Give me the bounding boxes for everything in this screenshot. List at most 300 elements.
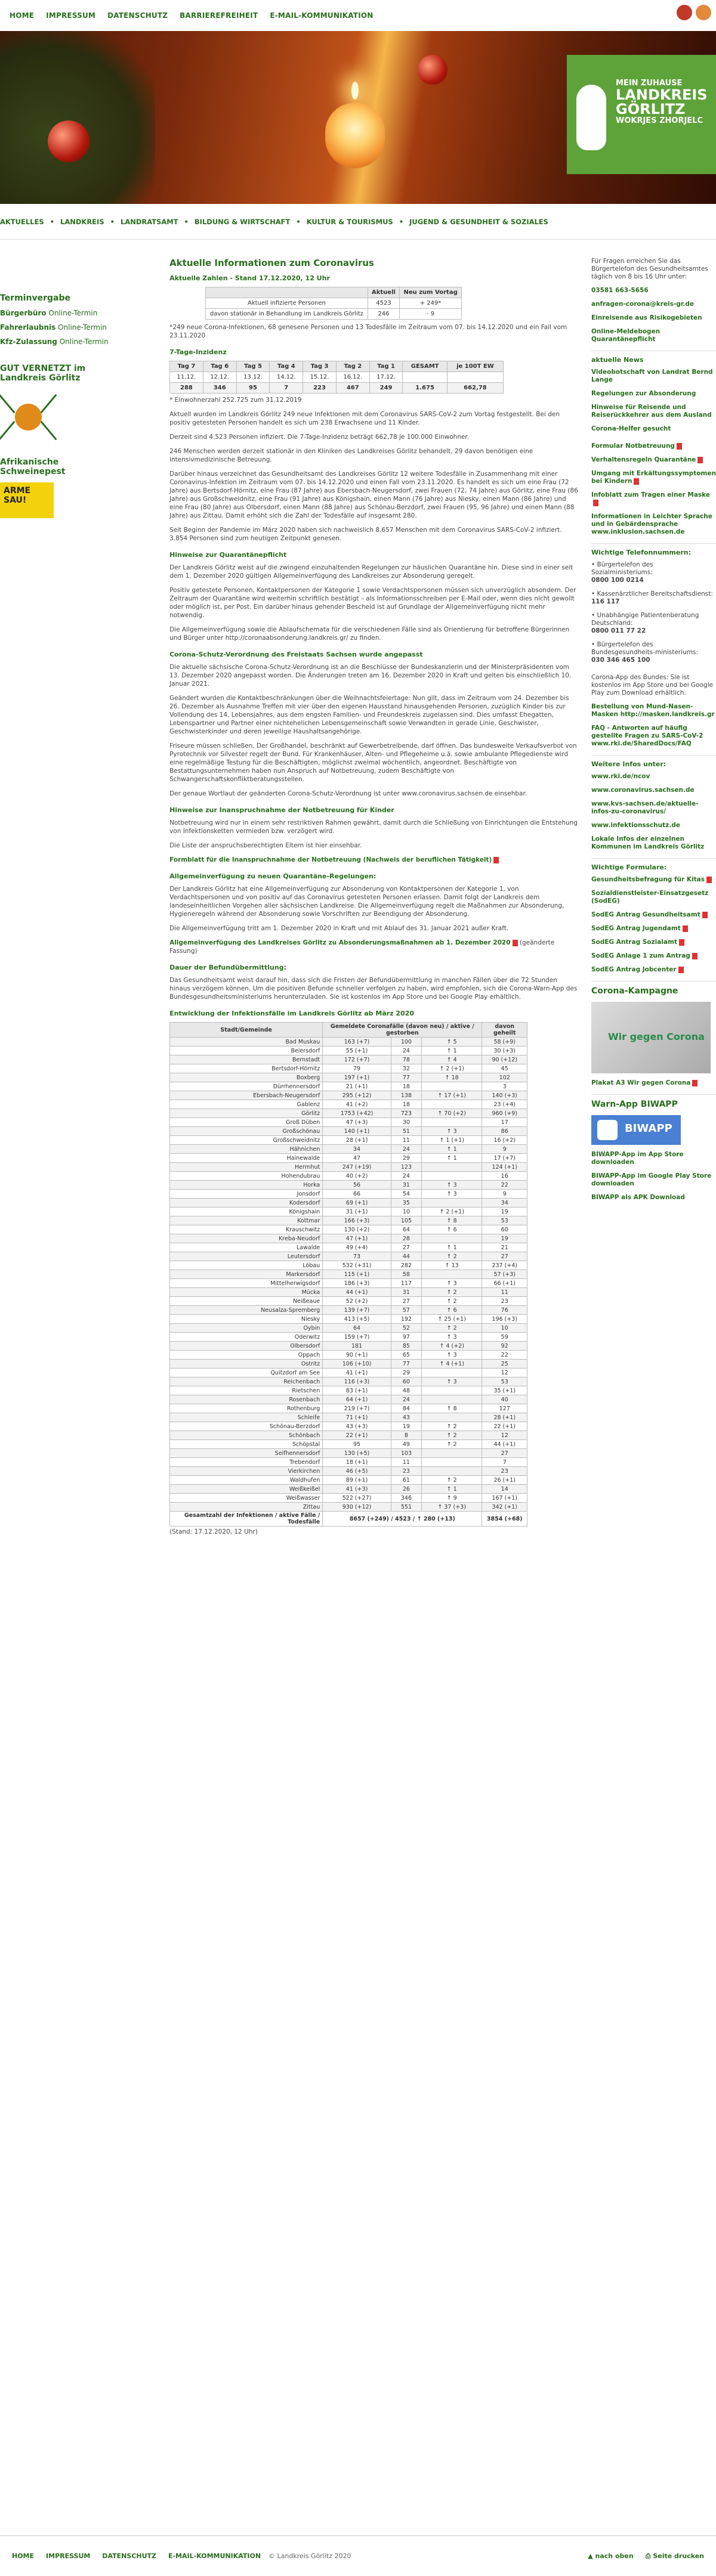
- table-cell: Leutersdorf: [170, 1252, 323, 1261]
- form-link[interactable]: SodEG Antrag Gesundheitsamt: [591, 911, 716, 919]
- table-cell: ↑ 3: [421, 1181, 482, 1190]
- network-spider-image[interactable]: [0, 389, 57, 445]
- table-cell: Bernstadt: [170, 1055, 323, 1064]
- table-cell: Mücka: [170, 1288, 323, 1297]
- table-cell: 65: [391, 1351, 421, 1360]
- terminvergabe-heading: Terminvergabe: [0, 293, 70, 303]
- table-cell: ↑ 70 (+2): [421, 1109, 482, 1118]
- table-cell: 59: [482, 1333, 527, 1342]
- table-cell: ↑ 1: [421, 1154, 482, 1163]
- footer-email[interactable]: E-MAIL-KOMMUNIKATION: [168, 2552, 261, 2560]
- table-cell: Beiersdorf: [170, 1046, 323, 1055]
- link-meldebogen[interactable]: Online-Meldebogen Quarantänepflicht: [591, 328, 661, 343]
- table-cell: 47 (+3): [323, 1118, 391, 1127]
- table-row: [170, 1082, 527, 1091]
- logo-line-4: WOKRJES ZHORJELC: [616, 116, 703, 125]
- masken-link[interactable]: Bestellung von Mund-Nasen-Masken http://masken.landkreis.gr: [591, 703, 715, 718]
- table-cell: 90 (+12): [482, 1055, 527, 1064]
- table-cell: 282: [391, 1261, 421, 1270]
- table-row: [170, 1288, 527, 1297]
- table-cell: 17 (+7): [482, 1154, 527, 1163]
- table-row: [170, 1038, 527, 1046]
- table-cell: 28: [391, 1234, 421, 1243]
- table-cell: 57 (+3): [482, 1270, 527, 1279]
- logo-line-1: MEIN ZUHAUSE: [616, 79, 683, 88]
- table-cell: 92: [482, 1342, 527, 1351]
- table-cell: 723: [391, 1109, 421, 1118]
- table-cell: 16: [482, 1172, 527, 1181]
- hotline-email[interactable]: anfragen-corona@kreis-gr.de: [591, 301, 695, 308]
- table-total-row: Gesamtzahl der Infektionen / aktive Fälle / Todesfälle 8657 (+249) / 4523 / ↑ 280 (+13) 3854 (+68): [170, 1512, 527, 1527]
- table-cell: ↑ 3: [421, 1127, 482, 1136]
- table-cell: Zittau: [170, 1503, 323, 1512]
- table-cell: 9: [482, 1190, 527, 1199]
- table-cell: 9: [482, 1145, 527, 1154]
- table-cell: 27: [482, 1252, 527, 1261]
- table-cell: 181: [323, 1342, 391, 1351]
- table-cell: ↑ 5: [421, 1038, 482, 1046]
- table-cell: 66: [323, 1190, 391, 1199]
- table-cell: ↑ 1: [421, 1485, 482, 1494]
- table-cell: 186 (+3): [323, 1279, 391, 1288]
- table-cell: 29: [391, 1154, 421, 1163]
- table-cell: 197 (+1): [323, 1073, 391, 1082]
- table-row: [170, 1172, 527, 1181]
- link-buergerbuero[interactable]: Bürgerbüro Online-Termin: [0, 309, 98, 317]
- table-cell: 12: [482, 1431, 527, 1440]
- nav-aktuelles[interactable]: AKTUELLES: [0, 217, 44, 226]
- table-cell: Krauschwitz: [170, 1225, 323, 1234]
- table-cell: 58 (+9): [482, 1038, 527, 1046]
- table-cell: 76: [482, 1306, 527, 1315]
- table-cell: Hähnichen: [170, 1145, 323, 1154]
- biwapp-link[interactable]: BIWAPP-App im Google Play Store downloaden: [591, 1172, 712, 1187]
- form-link[interactable]: SodEG Antrag Jobcenter: [591, 966, 716, 974]
- table-cell: 106 (+10): [323, 1360, 391, 1368]
- top-link-email[interactable]: E-MAIL-KOMMUNIKATION: [270, 11, 374, 20]
- nav-bildung[interactable]: BILDUNG & WIRTSCHAFT: [194, 217, 291, 226]
- table-cell: Herrnhut: [170, 1163, 323, 1172]
- table-cell: 41 (+3): [323, 1485, 391, 1494]
- link-fahrerlaubnis[interactable]: Fahrerlaubnis Online-Termin: [0, 323, 107, 332]
- table-cell: ↑ 1: [421, 1046, 482, 1055]
- table-cell: 24: [391, 1172, 421, 1181]
- form-link[interactable]: Sozialdienstleister-Einsatzgesetz (SodEG): [591, 890, 709, 905]
- table-cell: 40: [482, 1395, 527, 1404]
- table-cell: 46 (+5): [323, 1467, 391, 1476]
- table-cell: Gablenz: [170, 1100, 323, 1109]
- section-heading: Corona-Schutz-Verordnung des Freistaats Sachsen wurde angepasst: [169, 651, 423, 658]
- table-row: [170, 1243, 527, 1252]
- table-cell: Lawalde: [170, 1243, 323, 1252]
- table-cell: 24: [391, 1145, 421, 1154]
- table-cell: 24: [391, 1395, 421, 1404]
- branch-decoration: [0, 31, 155, 204]
- arme-sau-image[interactable]: ARME SAU!: [0, 482, 54, 518]
- table-cell: 21: [482, 1243, 527, 1252]
- tel-entry: • Bürgertelefon des Sozialministeriums: 0800 100 0214: [591, 561, 653, 584]
- table-cell: ↑ 3: [421, 1377, 482, 1386]
- table-cell: 130 (+5): [323, 1449, 391, 1458]
- top-link-impressum[interactable]: IMPRESSUM: [46, 11, 96, 20]
- table-cell: Weißwasser: [170, 1494, 323, 1503]
- paragraph: Die Allgemeinverfügung tritt am 1. Dezember 2020 in Kraft und mit Ablauf des 31. Januar 2021 außer Kraft.: [169, 925, 509, 932]
- table-row: [170, 1297, 527, 1306]
- table-cell: 44: [391, 1252, 421, 1261]
- table-cell: Weißkeißel: [170, 1485, 323, 1494]
- paragraph: Notbetreuung wird nur in einem sehr restriktiven Rahmen gewährt, damit durch die Schließung von Einrichtungen die Entstehung von Infektionsketten vermieden bzw. verzögert wird.: [169, 819, 578, 835]
- leichte-sprache-link[interactable]: Informationen in Leichter Sprache und in Gebärdensprache www.inklusion.sachsen.de: [591, 513, 712, 535]
- hotline-intro: Für Fragen erreichen Sie das Bürgertelefon des Gesundheitsamtes täglich von 8 bis 16 Uhr unter:: [591, 258, 708, 280]
- table-cell: 97: [391, 1333, 421, 1342]
- table-row: [170, 1360, 527, 1368]
- table-cell: ↑ 1 (+1): [421, 1136, 482, 1145]
- table-row: [170, 1055, 527, 1064]
- pdf-icon: [683, 925, 688, 932]
- pdf-icon: [493, 857, 499, 863]
- top-navigation: [0, 0, 716, 31]
- form-link[interactable]: Gesundheitsbefragung für Kitas: [591, 876, 716, 884]
- table-row: [170, 1476, 527, 1485]
- news-item[interactable]: Regelungen zur Absonderung: [591, 390, 696, 397]
- table-cell: 52: [391, 1324, 421, 1333]
- news-item[interactable]: Corona-Helfer gesucht: [591, 425, 671, 432]
- table-cell: Rosenbach: [170, 1395, 323, 1404]
- table-cell: 130 (+2): [323, 1225, 391, 1234]
- table-cell: ↑ 3: [421, 1351, 482, 1360]
- site-logo[interactable]: [567, 55, 716, 174]
- table-cell: 115 (+1): [323, 1270, 391, 1279]
- form-link[interactable]: SodEG Anlage 1 zum Antrag: [591, 952, 716, 960]
- table-cell: [421, 1163, 482, 1172]
- table-cell: 22: [482, 1181, 527, 1190]
- table-cell: ↑ 2: [421, 1476, 482, 1485]
- table-cell: 7: [482, 1458, 527, 1467]
- table-cell: Hohendubrau: [170, 1172, 323, 1181]
- table-cell: 77: [391, 1360, 421, 1368]
- hotline-phone[interactable]: 03581 663-5656: [591, 287, 649, 294]
- table-row: [170, 1431, 527, 1440]
- table-cell: 27: [391, 1243, 421, 1252]
- table-cell: [421, 1467, 482, 1476]
- pdf-icon: [679, 939, 684, 946]
- table-row: [170, 1413, 527, 1422]
- biwapp-link[interactable]: BIWAPP-App im App Store downloaden: [591, 1151, 684, 1166]
- table-row: [170, 1485, 527, 1494]
- news-heading: aktuelle News: [591, 351, 716, 364]
- table-heading: Entwicklung der Infektionsfälle im Landkreis Görlitz ab März 2020: [169, 1010, 415, 1017]
- table-cell: Löbau: [170, 1261, 323, 1270]
- table-cell: Horka: [170, 1181, 323, 1190]
- table-row: [170, 1342, 527, 1351]
- nav-landratsamt[interactable]: LANDRATSAMT: [120, 217, 178, 226]
- table-cell: 247 (+19): [323, 1163, 391, 1172]
- table-cell: 16 (+2): [482, 1136, 527, 1145]
- table-cell: [421, 1270, 482, 1279]
- table-row: [170, 1216, 527, 1225]
- table-cell: 105: [391, 1216, 421, 1225]
- table-row: [170, 1395, 527, 1404]
- external-link[interactable]: www.rki.de/ncov: [591, 773, 650, 780]
- news-item[interactable]: Hinweise für Reisende und Reiserückkehrer aus dem Ausland: [591, 404, 712, 419]
- table-cell: ↑ 13: [421, 1261, 482, 1270]
- table-cell: 26 (+1): [482, 1476, 527, 1485]
- incidence-table: Tag 7 Tag 6 Tag 5 Tag 4 Tag 3 Tag 2 Tag 1 GESAMT je 100T EW 11.12. 12.12. 13.12. 14.12. 15.12. 16.12. 17.12. 288 346 95 7 223 467 249 1.675 662,78: [169, 361, 504, 394]
- table-cell: ↑ 2: [421, 1324, 482, 1333]
- external-link[interactable]: www.infektionsschutz.de: [591, 822, 680, 829]
- main-navigation: AKTUELLES • LANDKREIS • LANDRATSAMT • BILDUNG & WIRTSCHAFT • KULTUR & TOURISMUS • JUGEND & GESUNDHEIT & SOZIALES: [0, 204, 716, 240]
- table-cell: ↑ 2: [421, 1440, 482, 1449]
- schweinepest-heading[interactable]: Afrikanische Schweinepest: [0, 457, 66, 476]
- table-cell: 31: [391, 1181, 421, 1190]
- table-cell: 551: [391, 1503, 421, 1512]
- table-cell: 24: [391, 1046, 421, 1055]
- table-cell: Kottmar: [170, 1216, 323, 1225]
- paragraph: Das Gesundheitsamt weist darauf hin, dass sich die Fristen der Befundübermittlung in manchen Fällen über die 72 Stunden hinaus verzögern können. Um die positiven Befunde schneller verfolgen zu haben, wird empfohlen, sich die Corona-Warn-App des Bundesgesundheitsministeriums herunterzuladen. Sie ist kostenlos im App Store und bei Google Play erhältlich.: [169, 977, 578, 1001]
- table-cell: 139 (+7): [323, 1306, 391, 1315]
- table-cell: 1753 (+42): [323, 1109, 391, 1118]
- ornament-ball: [418, 55, 448, 85]
- table-cell: ↑ 8: [421, 1216, 482, 1225]
- paragraph: Der genaue Wortlaut der geänderten Corona-Schutz-Verordnung ist unter www.coronavirus.sachsen.de einsehbar.: [169, 790, 527, 797]
- table-cell: 22 (+1): [482, 1422, 527, 1431]
- table-cell: 237 (+4): [482, 1261, 527, 1270]
- biwapp-link[interactable]: BIWAPP als APK Download: [591, 1194, 685, 1201]
- table-row: [170, 1386, 527, 1395]
- table-cell: [421, 1458, 482, 1467]
- table-cell: 23: [482, 1467, 527, 1476]
- table-cell: 60: [482, 1225, 527, 1234]
- footer-datenschutz[interactable]: DATENSCHUTZ: [102, 2552, 156, 2560]
- sign-language-icon[interactable]: [696, 5, 711, 20]
- table-cell: 35: [391, 1199, 421, 1208]
- table-cell: 28 (+1): [482, 1413, 527, 1422]
- pdf-link[interactable]: Umgang mit Erkältungssymptomen bei Kindern: [591, 470, 716, 485]
- nav-jugend[interactable]: JUGEND & GESUNDHEIT & SOZIALES: [409, 217, 548, 226]
- table-row: [170, 1440, 527, 1449]
- paragraph: Seit Beginn der Pandemie im März 2020 haben sich nachweislich 8.657 Menschen mit dem Coronavirus SARS-CoV-2 infiziert. 3.854 Personen sind zum heutigen Zeitpunkt genesen.: [169, 527, 562, 542]
- table-cell: Großschönau: [170, 1127, 323, 1136]
- table-cell: [421, 1199, 482, 1208]
- tel-entry: • Unabhängige Patientenberatung Deutschland: 0800 011 77 22: [591, 612, 699, 634]
- current-figures-table: Aktuell Neu zum Vortag Aktuell infizierte Personen 4523 + 249* davon stationär in Behandlung im Landkreis Görlitz 246 - 9: [205, 287, 462, 320]
- table-row: [170, 1234, 527, 1243]
- table-cell: Jonsdorf: [170, 1190, 323, 1199]
- tel-entry: • Kassenärztlicher Bereitschaftsdienst: 116 117: [591, 590, 713, 605]
- table-cell: 89 (+1): [323, 1476, 391, 1485]
- table-cell: 83 (+1): [323, 1386, 391, 1395]
- table-cell: 117: [391, 1279, 421, 1288]
- table-cell: ↑ 6: [421, 1225, 482, 1234]
- nav-landkreis[interactable]: LANDKREIS: [60, 217, 104, 226]
- table-cell: 64 (+1): [323, 1395, 391, 1404]
- paragraph: Die Liste der anspruchsberechtigten Eltern ist hier einsehbar.: [169, 842, 362, 849]
- table-cell: ↑ 17 (+1): [421, 1091, 482, 1100]
- pdf-link[interactable]: Verhaltensregeln Quarantäne: [591, 456, 716, 464]
- table-cell: 34: [482, 1199, 527, 1208]
- paragraph: Derzeit sind 4.523 Personen infiziert. Die 7-Tage-Inzidenz beträgt 662,78 je 100.000 Einwohner.: [169, 434, 470, 441]
- hero-banner: [0, 31, 716, 204]
- table-cell: 100: [391, 1038, 421, 1046]
- table-cell: 44 (+1): [482, 1440, 527, 1449]
- logo-line-3: GÖRLITZ: [616, 101, 686, 117]
- table-row: [170, 1270, 527, 1279]
- table-cell: [421, 1449, 482, 1458]
- table-row: [170, 1208, 527, 1216]
- table-cell: 295 (+12): [323, 1091, 391, 1100]
- table-cell: 79: [323, 1064, 391, 1073]
- table-row: [170, 1046, 527, 1055]
- footprint-icon: [576, 85, 606, 150]
- paragraph: Darüber hinaus verzeichnet das Gesundheitsamt des Landkreises Görlitz 12 weitere Todesfälle in Zusammenhang mit einer Coronavirus-Infektion im Zeitraum vom 07. bis 14.12.2020 und einen Fall vom 23.11.2020. Es handelt es sich um eine Frau (72 Jahre) aus Bertsdorf-Hörnitz, eine Frau (87 Jahre) aus Ebersbach-Neugersdorf, zwei Frauen (72, 74 Jahre) aus Görlitz, eine Frau (86 Jahre) aus Großschweidnitz, eine Frau (91 Jahre) aus Königshain, einen Mann (76 Jahre) aus Niesky, einen Mann (86 Jahre) und eine Frau (80 Jahre) aus Olbersdorf, einen Mann (88 Jahre) aus Schönau-Berzdorf, zwei Frauen (95, 96 Jahre) und einen Mann (88 Jahre) aus Zittau. Damit erhöht sich die Zahl der Todesfälle auf insgesamt 280.: [169, 470, 578, 519]
- table-row: [170, 1145, 527, 1154]
- table-cell: 23 (+4): [482, 1100, 527, 1109]
- table-cell: ↑ 18: [421, 1073, 482, 1082]
- top-link-datenschutz[interactable]: DATENSCHUTZ: [107, 11, 168, 20]
- table-cell: 116 (+3): [323, 1377, 391, 1386]
- table-cell: 167 (+1): [482, 1494, 527, 1503]
- table-row: [170, 1064, 527, 1073]
- note: *249 neue Corona-Infektionen, 68 genesene Personen und 13 Todesfälle im Zeitraum vom 07. bis 14.12.2020 und ein Fall vom 23.11.2020: [169, 324, 567, 339]
- table-cell: 140 (+1): [323, 1127, 391, 1136]
- table-cell: 17: [482, 1118, 527, 1127]
- table-cell: Markersdorf: [170, 1270, 323, 1279]
- form-link[interactable]: SodEG Antrag Sozialamt: [591, 939, 716, 946]
- footer-impressum[interactable]: IMPRESSUM: [46, 2552, 91, 2560]
- table-cell: 163 (+7): [323, 1038, 391, 1046]
- table-cell: 159 (+7): [323, 1333, 391, 1342]
- table-row: [170, 1458, 527, 1467]
- formulare-heading: Wichtige Formulare:: [591, 858, 716, 871]
- top-link-barrierefreiheit[interactable]: BARRIEREFREIHEIT: [180, 11, 258, 20]
- table-cell: 58: [391, 1270, 421, 1279]
- table-cell: 53: [482, 1216, 527, 1225]
- table-cell: 31 (+1): [323, 1208, 391, 1216]
- table-cell: 48: [391, 1386, 421, 1395]
- table-row: [170, 1252, 527, 1261]
- link-risikogebiete[interactable]: Einreisende aus Risikogebieten: [591, 314, 702, 321]
- biwapp-logo[interactable]: BIWAPP: [591, 1115, 681, 1145]
- accessibility-icon[interactable]: [677, 5, 692, 20]
- table-cell: 166 (+3): [323, 1216, 391, 1225]
- table-cell: Oppach: [170, 1351, 323, 1360]
- table-cell: 41 (+1): [323, 1368, 391, 1377]
- table-row: [170, 1091, 527, 1100]
- table-row: [170, 1118, 527, 1127]
- nav-kultur[interactable]: KULTUR & TOURISMUS: [306, 217, 393, 226]
- table-cell: 31: [391, 1288, 421, 1297]
- right-sidebar: [591, 240, 716, 1542]
- inzidenz-heading: 7-Tage-Inzidenz: [169, 348, 227, 356]
- telefon-heading: Wichtige Telefonnummern:: [591, 543, 716, 556]
- link-kfz[interactable]: Kfz-Zulassung Online-Termin: [0, 338, 109, 346]
- pdf-link[interactable]: Infoblatt zum Tragen einer Maske: [591, 491, 716, 507]
- table-cell: 522 (+27): [323, 1494, 391, 1503]
- table-cell: 77: [391, 1073, 421, 1082]
- table-cell: 22: [482, 1351, 527, 1360]
- print-link[interactable]: ⎙ Seite drucken: [645, 2552, 704, 2560]
- table-cell: Schleife: [170, 1413, 323, 1422]
- table-row: [170, 1225, 527, 1234]
- table-cell: Vierkirchen: [170, 1467, 323, 1476]
- news-item[interactable]: Videobotschaft von Landrat Bernd Lange: [591, 369, 713, 383]
- table-cell: [421, 1395, 482, 1404]
- table-cell: Rothenburg: [170, 1404, 323, 1413]
- table-cell: 172 (+7): [323, 1055, 391, 1064]
- page-title: Aktuelle Informationen zum Coronavirus: [169, 258, 374, 268]
- table-cell: 28 (+1): [323, 1136, 391, 1145]
- table-cell: 102: [482, 1073, 527, 1082]
- table-cell: 138: [391, 1091, 421, 1100]
- table-cell: 124 (+1): [482, 1163, 527, 1172]
- table-cell: Kodersdorf: [170, 1199, 323, 1208]
- table-cell: 19: [482, 1208, 527, 1216]
- table-cell: 30 (+3): [482, 1046, 527, 1055]
- back-to-top-link[interactable]: ▲ nach oben: [588, 2552, 634, 2560]
- table-cell: 196 (+3): [482, 1315, 527, 1324]
- gut-vernetzt-heading[interactable]: GUT VERNETZT im Landkreis Görlitz: [0, 364, 86, 383]
- table-cell: 342 (+1): [482, 1503, 527, 1512]
- footer-home[interactable]: HOME: [12, 2552, 35, 2560]
- table-row: [170, 1109, 527, 1118]
- paragraph: Die Allgemeinverfügung sowie die Ablaufschemata für die verschiedenen Fälle sind als Orientierung für betroffene Bürgerinnen und Bürger unter http://coronaabsonderung.landkreis.gr/ zu finden.: [169, 626, 570, 642]
- table-row: [170, 1181, 527, 1190]
- municipality-table: Stadt/Gemeinde Gemeldete Coronafälle (davon neu) / aktive / gestorben davon geheilt Bad Muskau 163 (+7) 100 ↑ 5 58 (+9) Beiersdorf 55 (+1) 24 ↑ 1 30 (+3) Bernstadt 172 (+7) 78 ↑ 4 90 (+12) Bertsdorf-Hörnitz 79 32 ↑ 2 (+1) 45 Boxberg 197 (+1) 77 ↑ 18 102 Dürrhennersdorf 21 (+1) 18 3 Ebersbach-Neugersdorf 295 (+12) 138 ↑ 17 (+1) 140 (+3) Gablenz 41 (+2) 18 23 (+4) Görlitz 1753 (+42) 723 ↑ 70 (+2) 960 (+9) Groß Düben 47 (+3) 30 17 Großschönau 140 (+1) 51 ↑ 3 86 Großschweidnitz 28 (+1) 11 ↑ 1 (+1) 16 (+2) Hähnichen 34 24 ↑ 1 9 Hainewalde 47 29 ↑ 1 17 (+7) Herrnhut 247 (+19) 123 124 (+1) Hohendubrau 40 (+2) 24 16 Horka 56 31 ↑ 3 22 Jonsdorf 66 54 ↑ 3 9 Kodersdorf 69 (+1) 35 34 Königshain 31 (+1) 10 ↑ 2 (+1) 19 Kottmar 166 (+3) 105 ↑ 8 53 Krauschwitz 130 (+2) 64 ↑ 6 60 Kreba-Neudorf 47 (+1) 28 19 Lawalde 49 (+4) 27 ↑ 1 21 Leutersdorf 73 44 ↑ 2 27 Löbau 532 (+31) 282 ↑ 13 237 (+4) Markersdorf 115 (+1) 58 57 (+3) Mittelherwigsdorf 186 (+3) 117 ↑ 3 66 (+1) Mücka 44 (+1) 31 ↑ 2 11 Neißeaue 52 (+2) 27 ↑ 2 23 Neusalza-Spremberg 139 (+7) 57 ↑ 6 76 Niesky 413 (+5) 192 ↑ 25 (+1) 196 (+3) Oybin 64 52 ↑ 2 10 Oderwitz 159 (+7) 97 ↑ 3 59 Olbersdorf 181 85 ↑ 4 (+2) 92 Oppach 90 (+1) 65 ↑ 3 22 Ostritz 106 (+10) 77 ↑ 4 (+1) 25 Quitzdorf am See 41 (+1) 29 12 Reichenbach 116 (+3) 60 ↑ 3 53 Rietschen 83 (+1) 48 35 (+1) Rosenbach 64 (+1) 24 40 Rothenburg 219 (+7) 84 ↑ 8 127 Schleife 71 (+1) 43 28 (+1) Schönau-Berzdorf 43 (+3) 19 ↑ 2 22 (+1) Schönbach 22 (+1) 8 ↑ 2 12 Schöpstal 95 49 ↑ 2 44 (+1) Seifhennersdorf 130 (+5) 103 27 Trebendorf 18 (+1) 11 7 Vierkirchen 46 (+5) 23 23 Waldhufen 89 (+1) 61 ↑ 2 26 (+1) Weißkeißel 41 (+3) 26 ↑ 1 14 Weißwasser 522 (+27) 346 ↑ 9 167 (+1) Zittau 930 (+12) 551 ↑ 37 (+3) 342 (+1) Gesamtzahl der Infektionen / aktive Fälle / Todesfälle 8657 (+249) / 4523 / ↑ 280 (+13) 3854 (+68): [169, 1022, 527, 1527]
- candle-flame: [351, 82, 359, 100]
- pdf-link[interactable]: Formular Notbetreuung: [591, 442, 716, 450]
- table-cell: 930 (+12): [323, 1503, 391, 1512]
- form-link[interactable]: SodEG Antrag Jugendamt: [591, 925, 716, 933]
- pdf-icon: [677, 443, 682, 450]
- table-cell: 12: [482, 1368, 527, 1377]
- candle: [325, 103, 385, 168]
- top-link-home[interactable]: HOME: [10, 11, 35, 20]
- table-cell: 43 (+3): [323, 1422, 391, 1431]
- table-cell: 18 (+1): [323, 1458, 391, 1467]
- table-cell: Oderwitz: [170, 1333, 323, 1342]
- table-cell: 71 (+1): [323, 1413, 391, 1422]
- table-row: [170, 1136, 527, 1145]
- table-cell: 25: [482, 1360, 527, 1368]
- plakat-link[interactable]: Plakat A3 Wir gegen Corona: [591, 1079, 716, 1087]
- table-cell: 40 (+2): [323, 1172, 391, 1181]
- pdf-icon: [706, 877, 712, 883]
- formblatt-link[interactable]: Formblatt für die Inanspruchnahme der Notbetreuung (Nachweis der beruflichen Tätigkeit): [169, 856, 579, 864]
- faq-link[interactable]: FAQ - Antworten auf häufig gestellte Fragen zu SARS-CoV-2 www.rki.de/SharedDocs/FAQ: [591, 724, 703, 747]
- table-cell: 57: [391, 1306, 421, 1315]
- table-row: [170, 1100, 527, 1109]
- external-link[interactable]: Lokale Infos der einzelnen Kommunen im Landkreis Görlitz: [591, 835, 705, 850]
- table-cell: Seifhennersdorf: [170, 1449, 323, 1458]
- kampagne-image[interactable]: Wir gegen Corona: [591, 1002, 711, 1073]
- table-row: [170, 1404, 527, 1413]
- allgemeinverfuegung-link[interactable]: Allgemeinverfügung des Landkreises Görlitz zu Absonderungsmaßnahmen ab 1. Dezember 2020 (geänderte Fassung): [169, 939, 555, 955]
- paragraph: 246 Menschen werden derzeit stationär in den Kliniken des Landkreises Görlitz behandelt, 29 davon benötigen eine intensivmedizinische Betreuung.: [169, 448, 533, 463]
- table-cell: 47: [323, 1154, 391, 1163]
- pdf-icon: [698, 457, 703, 463]
- table-row: [170, 1154, 527, 1163]
- pdf-icon: [692, 953, 698, 959]
- external-link[interactable]: www.coronavirus.sachsen.de: [591, 787, 695, 794]
- table-row: [170, 1163, 527, 1172]
- paragraph: Positiv getestete Personen, Kontaktpersonen der Kategorie 1 sowie Verdachtspersonen müssen sich unverzüglich absondern. Der Zeitraum der Quarantäne wird weiterhin schriftlich bestätigt – als Informationsschreiben per E-Mail oder, wenn dies nicht gewollt oder möglich ist, per Post. Ein darüber hinaus gehender Bescheid ist auf Grundlage der Allgemeinverfügung nicht mehr notwendig.: [169, 587, 576, 619]
- table-cell: 61: [391, 1476, 421, 1485]
- table-cell: Reichenbach: [170, 1377, 323, 1386]
- external-link[interactable]: www.kvs-sachsen.de/aktuelle-infos-zu-coronavirus/: [591, 800, 699, 815]
- table-cell: 19: [391, 1422, 421, 1431]
- table-cell: 66 (+1): [482, 1279, 527, 1288]
- table-cell: 95: [323, 1440, 391, 1449]
